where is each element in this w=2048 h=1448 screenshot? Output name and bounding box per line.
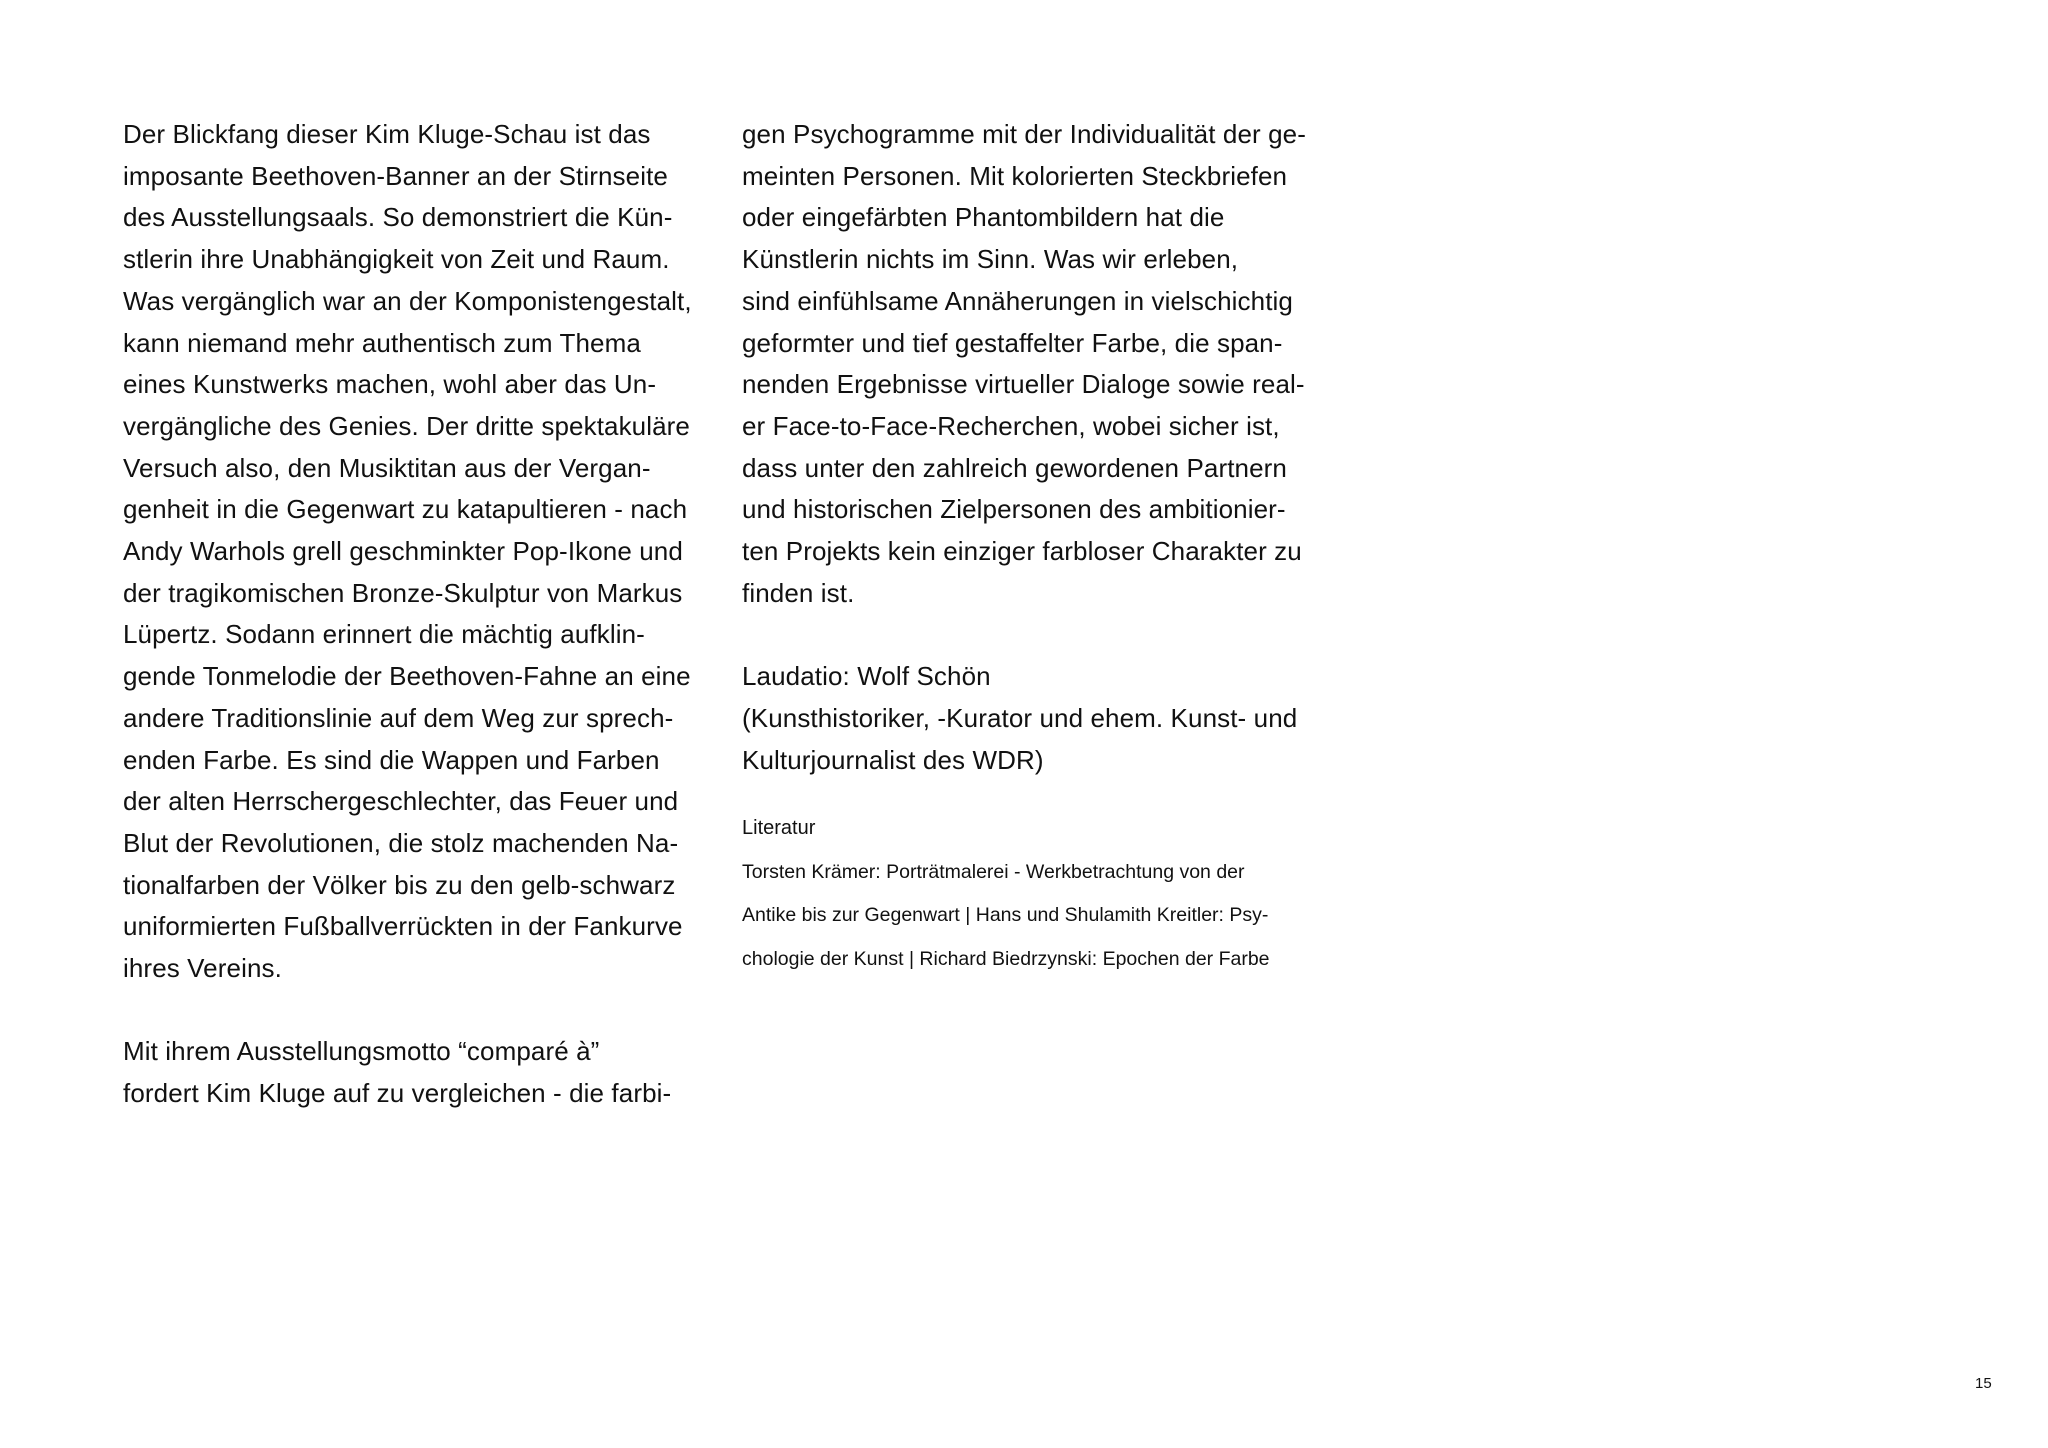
text-line: tionalfarben der Völker bis zu den gelb-schwarz: [123, 869, 676, 900]
text-line: Mit ihrem Ausstellungsmotto “comparé à”: [123, 1036, 600, 1067]
page-number: 15: [1975, 1375, 1992, 1392]
text-line: Künstlerin nichts im Sinn. Was wir erleben,: [742, 244, 1239, 275]
text-line: andere Traditionslinie auf dem Weg zur sprech-: [123, 702, 674, 733]
text-line: uniformierten Fußballverrückten in der Fankurve: [123, 911, 683, 942]
text-line: er Face-to-Face-Recherchen, wobei sicher ist,: [742, 410, 1280, 441]
laudatio-author: Laudatio: Wolf Schön: [742, 661, 991, 692]
text-line: Der Blickfang dieser Kim Kluge-Schau ist das: [123, 119, 651, 149]
laudatio-credentials: (Kunsthistoriker, -Kurator und ehem. Kunst- und: [742, 702, 1298, 733]
text-line: des Ausstellungsaals. So demonstriert die Kün-: [123, 202, 673, 233]
text-line: kann niemand mehr authentisch zum Thema: [123, 327, 641, 358]
text-line: gende Tonmelodie der Beethoven-Fahne an eine: [123, 661, 691, 692]
literature-line: Antike bis zur Gegenwart | Hans und Shulamith Kreitler: Psy-: [742, 904, 1269, 927]
text-line: nenden Ergebnisse virtueller Dialoge sowie real-: [742, 369, 1305, 400]
right-column: [742, 114, 1342, 981]
literature-block: [742, 807, 1342, 981]
text-line: enden Farbe. Es sind die Wappen und Farben: [123, 744, 660, 775]
text-line: Andy Warhols grell geschminkter Pop-Ikone und: [123, 536, 683, 567]
body-paragraph: [123, 1031, 723, 1114]
text-line: finden ist.: [742, 577, 855, 608]
text-line: geformter und tief gestaffelter Farbe, die span-: [742, 327, 1283, 358]
laudatio-credentials: Kulturjournalist des WDR): [742, 744, 1044, 775]
text-line: imposante Beethoven-Banner an der Stirnseite: [123, 160, 668, 191]
literature-heading: Literatur: [742, 817, 816, 840]
text-line: ihres Vereins.: [123, 953, 282, 984]
paragraph-spacer: [742, 614, 1342, 656]
text-line: sind einfühlsame Annäherungen in vielschichtig: [742, 285, 1293, 316]
literature-line: chologie der Kunst | Richard Biedrzynski: Epochen der Farbe: [742, 947, 1270, 970]
text-line: ten Projekts kein einziger farbloser Charakter zu: [742, 536, 1302, 567]
text-line: der tragikomischen Bronze-Skulptur von Markus: [123, 577, 683, 608]
text-line: eines Kunstwerks machen, wohl aber das Un-: [123, 369, 657, 400]
literature-line: Torsten Krämer: Porträtmalerei - Werkbetrachtung von der: [742, 860, 1245, 883]
left-column: [123, 114, 723, 1115]
text-line: und historischen Zielpersonen des ambitionier-: [742, 494, 1286, 525]
text-line: Was vergänglich war an der Komponistengestalt,: [123, 285, 692, 316]
text-line: oder eingefärbten Phantombildern hat die: [742, 202, 1225, 233]
text-line: fordert Kim Kluge auf zu vergleichen - die farbi-: [123, 1078, 672, 1109]
text-line: dass unter den zahlreich gewordenen Partnern: [742, 452, 1287, 483]
text-line: der alten Herrschergeschlechter, das Feuer und: [123, 786, 679, 817]
text-line: Blut der Revolutionen, die stolz machenden Na-: [123, 827, 679, 858]
laudatio-block: [742, 656, 1342, 781]
text-line: genheit in die Gegenwart zu katapultieren - nach: [123, 494, 688, 525]
text-line: meinten Personen. Mit kolorierten Steckbriefen: [742, 160, 1288, 191]
body-paragraph: [742, 114, 1342, 614]
text-line: vergängliche des Genies. Der dritte spektakuläre: [123, 410, 690, 441]
text-line: Lüpertz. Sodann erinnert die mächtig aufklin-: [123, 619, 645, 650]
text-line: Versuch also, den Musiktitan aus der Vergan-: [123, 452, 651, 483]
body-paragraph: [123, 114, 723, 990]
text-line: stlerin ihre Unabhängigkeit von Zeit und Raum.: [123, 244, 670, 275]
paragraph-spacer: [123, 990, 723, 1032]
text-line: gen Psychogramme mit der Individualität der ge-: [742, 119, 1306, 149]
